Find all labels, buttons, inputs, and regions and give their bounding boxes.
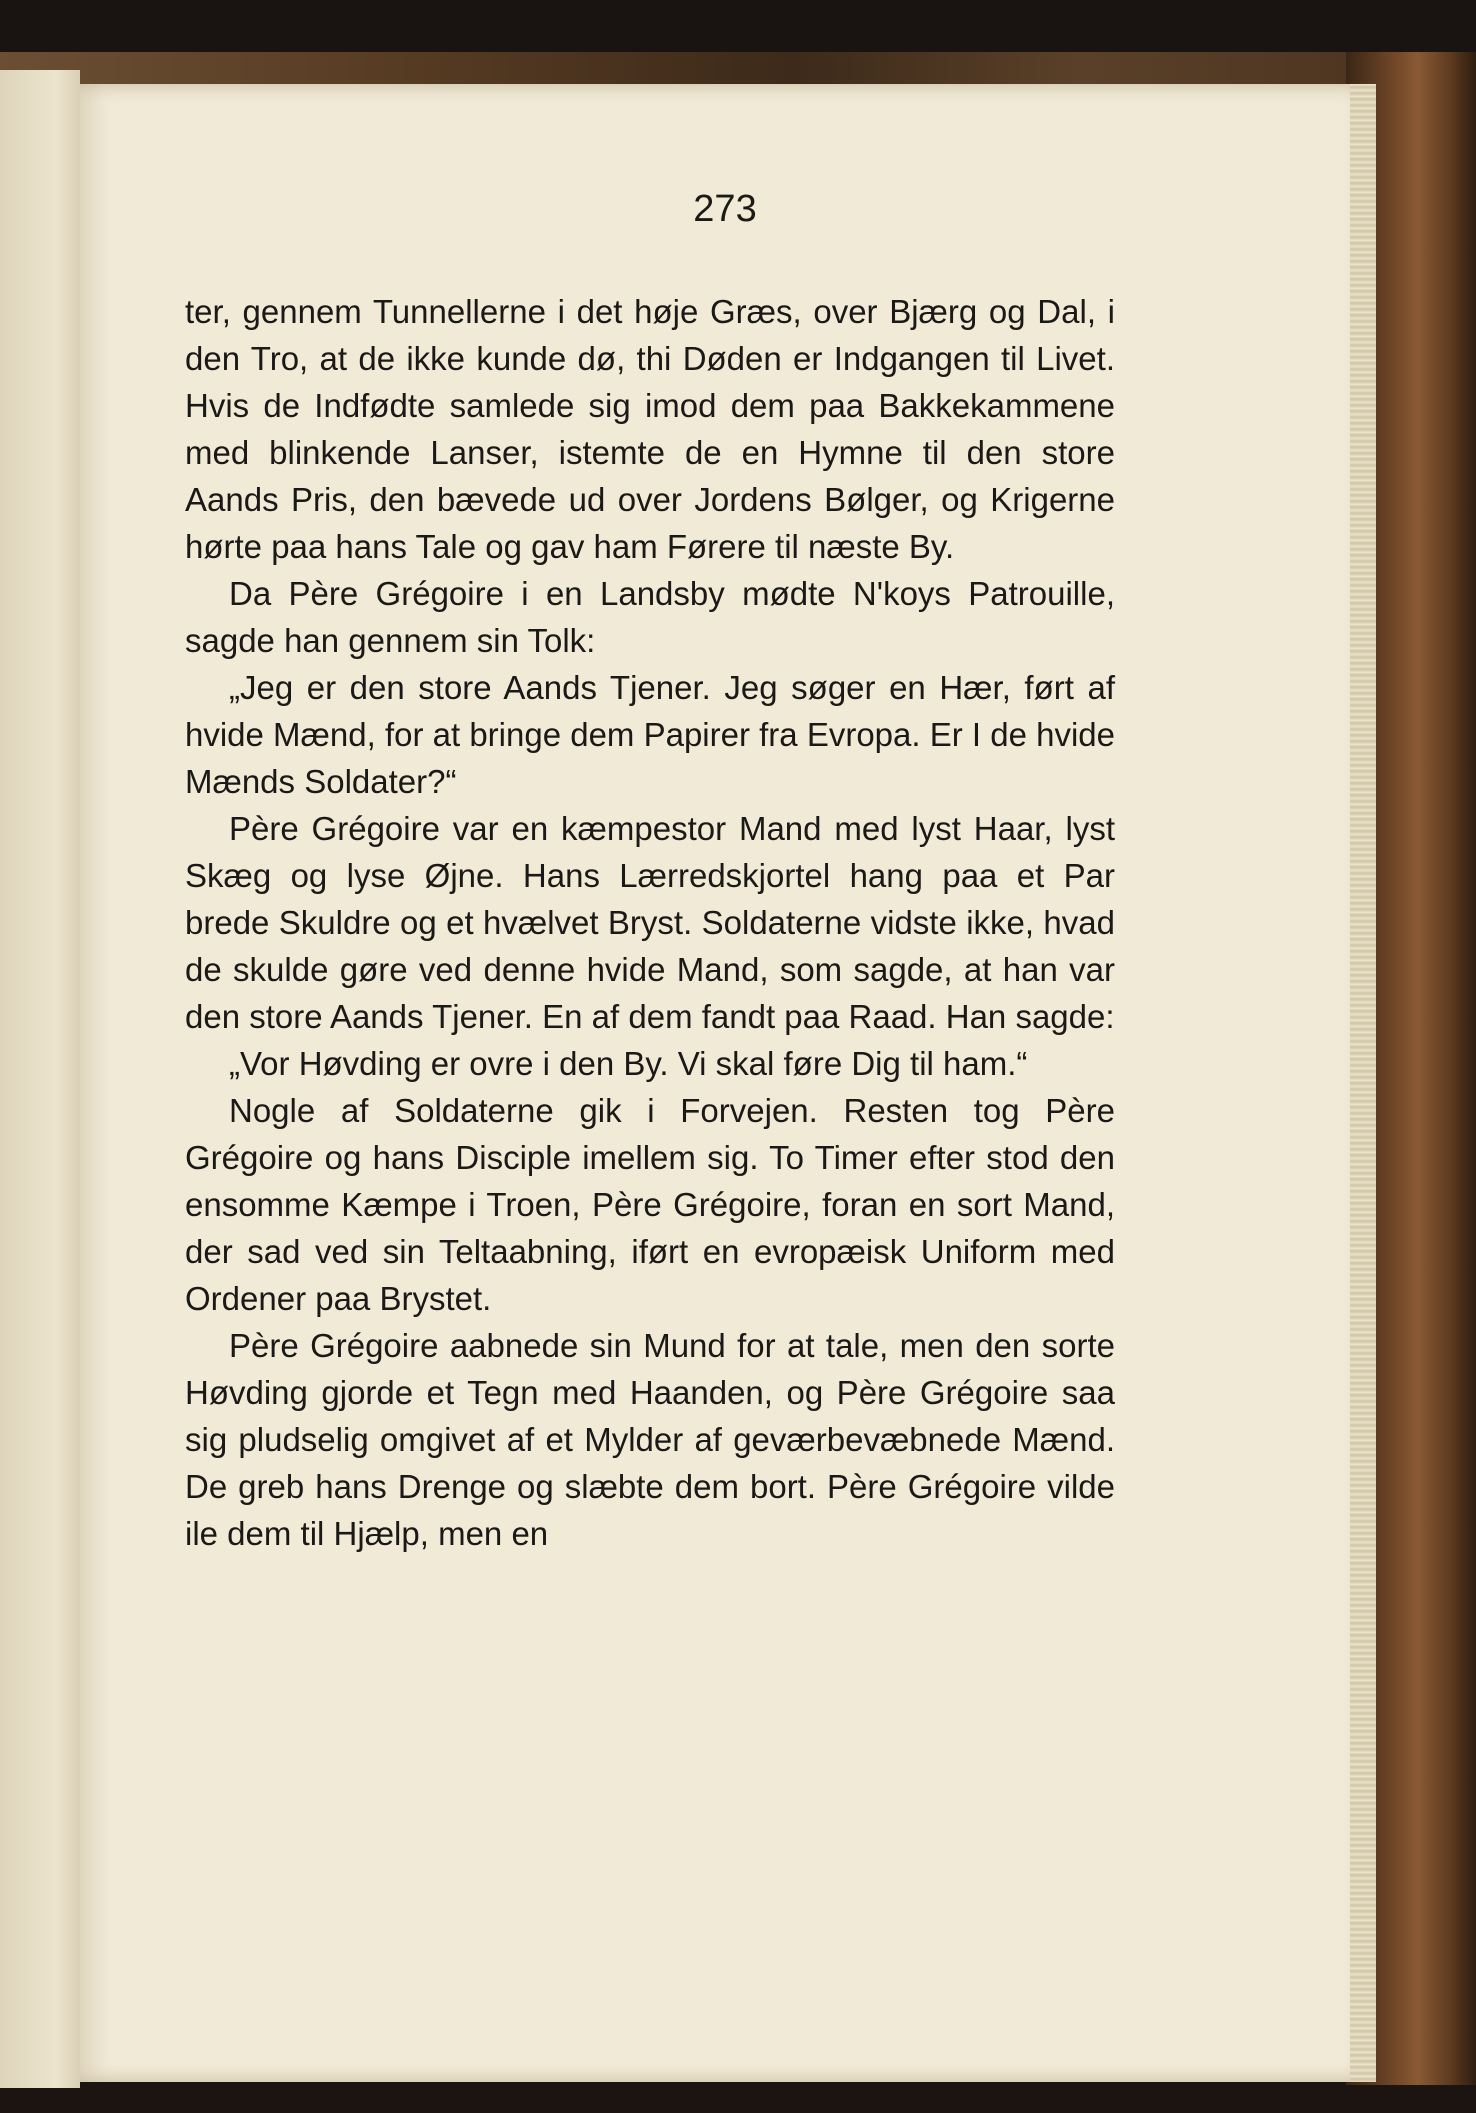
paragraph: „Vor Høvding er ovre i den By. Vi skal føre Dig til ham.“ (229, 1045, 1028, 1082)
left-page-edge (0, 70, 80, 2088)
paragraph: Da Père Grégoire i en Landsby mødte N'koys Patrouille, sagde han gennem sin Tolk: (185, 575, 1115, 659)
paragraph: ter, gennem Tunnellerne i det høje Græs, over Bjærg og Dal, i den Tro, at de ikke kunde dø, thi Døden er Indgangen til Livet. Hvis de Indfødte samlede sig imod dem paa Bakkekammene med blinkende Lanser, istemte de en Hymne til den store Aands Pris, den bævede ud over Jordens Bølger, og Krigerne hørte paa hans Tale og gav ham Førere til næste By. (185, 293, 1115, 565)
book-binding-bottom (0, 2085, 1476, 2113)
page-number: 273 (693, 188, 757, 230)
paragraph: Père Grégoire var en kæmpestor Mand med lyst Haar, lyst Skæg og lyse Øjne. Hans Lærredskjortel hang paa et Par brede Skuldre og et hvælvet Bryst. Soldaterne vidste ikke, hvad de skulde gøre ved denne hvide Mand, som sagde, at han var den store Aands Tjener. En af dem fandt paa Raad. Han sagde: (185, 810, 1115, 1035)
paragraph: Nogle af Soldaterne gik i Forvejen. Resten tog Père Grégoire og hans Disciple imellem sig. To Timer efter stod den ensomme Kæmpe i Troen, Père Grégoire, foran en sort Mand, der sad ved sin Teltaabning, iført en evropæisk Uniform med Ordener paa Brystet. (185, 1092, 1115, 1317)
paragraph: „Jeg er den store Aands Tjener. Jeg søger en Hær, ført af hvide Mænd, for at bringe dem Papirer fra Evropa. Er I de hvide Mænds Soldater?“ (185, 669, 1115, 800)
page-stack-edge (1350, 84, 1376, 2082)
paragraph: Père Grégoire aabnede sin Mund for at tale, men den sorte Høvding gjorde et Tegn med Haanden, og Père Grégoire saa sig pludselig omgivet af et Mylder af geværbevæbnede Mænd. De greb hans Drenge og slæbte dem bort. Père Grégoire vilde ile dem til Hjælp, men en (185, 1327, 1115, 1552)
page-body-text (185, 288, 1115, 1557)
